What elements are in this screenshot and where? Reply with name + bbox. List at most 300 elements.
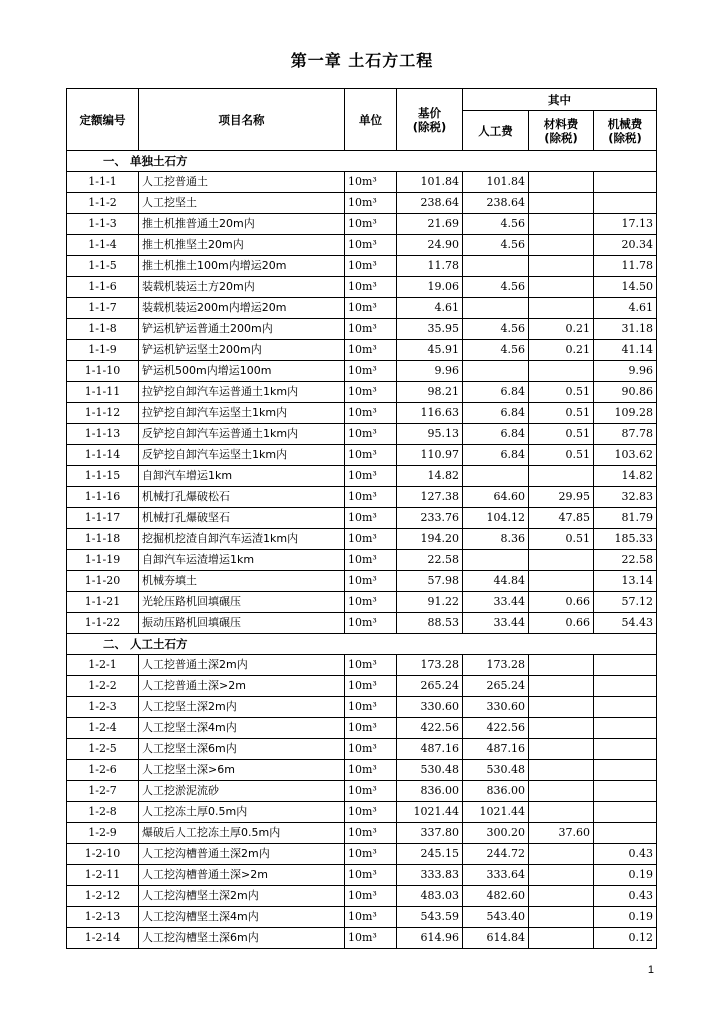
cell-unit: 10m³ <box>345 928 397 949</box>
cell-code: 1-1-19 <box>67 550 139 571</box>
cell-unit: 10m³ <box>345 466 397 487</box>
cell-name: 装载机装运土方20m内 <box>139 277 345 298</box>
cell-machine <box>594 802 657 823</box>
cell-material: 47.85 <box>529 508 594 529</box>
cell-base-price: 330.60 <box>397 697 463 718</box>
cell-base-price: 24.90 <box>397 235 463 256</box>
cell-base-price: 45.91 <box>397 340 463 361</box>
cell-material <box>529 676 594 697</box>
cell-material: 0.51 <box>529 529 594 550</box>
cell-base-price: 233.76 <box>397 508 463 529</box>
cell-base-price: 483.03 <box>397 886 463 907</box>
section-header <box>67 151 657 172</box>
cell-machine: 0.19 <box>594 907 657 928</box>
quota-table <box>66 88 657 949</box>
cell-unit: 10m³ <box>345 697 397 718</box>
cell-base-price: 614.96 <box>397 928 463 949</box>
cell-machine: 90.86 <box>594 382 657 403</box>
cell-unit: 10m³ <box>345 865 397 886</box>
table-row <box>67 592 657 613</box>
cell-code: 1-2-12 <box>67 886 139 907</box>
cell-code: 1-2-9 <box>67 823 139 844</box>
cell-unit: 10m³ <box>345 655 397 676</box>
cell-code: 1-2-11 <box>67 865 139 886</box>
cell-base-price: 487.16 <box>397 739 463 760</box>
cell-code: 1-1-6 <box>67 277 139 298</box>
table-row <box>67 907 657 928</box>
cell-code: 1-1-3 <box>67 214 139 235</box>
cell-material: 0.51 <box>529 445 594 466</box>
cell-material <box>529 907 594 928</box>
cell-labor: 238.64 <box>463 193 529 214</box>
cell-machine <box>594 676 657 697</box>
cell-base-price: 333.83 <box>397 865 463 886</box>
cell-name: 人工挖坚土深4m内 <box>139 718 345 739</box>
cell-machine: 57.12 <box>594 592 657 613</box>
cell-unit: 10m³ <box>345 193 397 214</box>
cell-name: 机械打孔爆破松石 <box>139 487 345 508</box>
cell-material <box>529 928 594 949</box>
cell-unit: 10m³ <box>345 403 397 424</box>
cell-code: 1-1-12 <box>67 403 139 424</box>
cell-labor <box>463 256 529 277</box>
table-row <box>67 697 657 718</box>
cell-base-price: 127.38 <box>397 487 463 508</box>
cell-code: 1-1-20 <box>67 571 139 592</box>
cell-material <box>529 739 594 760</box>
cell-name: 人工挖沟槽普通土深>2m <box>139 865 345 886</box>
cell-material: 0.66 <box>529 592 594 613</box>
cell-material <box>529 256 594 277</box>
cell-code: 1-1-16 <box>67 487 139 508</box>
table-row <box>67 277 657 298</box>
cell-material <box>529 550 594 571</box>
cell-labor <box>463 298 529 319</box>
cell-material <box>529 802 594 823</box>
cell-unit: 10m³ <box>345 781 397 802</box>
table-row <box>67 718 657 739</box>
cell-name: 人工挖冻土厚0.5m内 <box>139 802 345 823</box>
cell-labor: 244.72 <box>463 844 529 865</box>
cell-labor: 6.84 <box>463 403 529 424</box>
table-row <box>67 256 657 277</box>
cell-unit: 10m³ <box>345 382 397 403</box>
cell-material <box>529 193 594 214</box>
cell-code: 1-2-8 <box>67 802 139 823</box>
cell-code: 1-1-11 <box>67 382 139 403</box>
cell-labor: 543.40 <box>463 907 529 928</box>
cell-unit: 10m³ <box>345 361 397 382</box>
section-title: 一、 单独土石方 <box>67 151 657 172</box>
table-row <box>67 802 657 823</box>
cell-name: 铲运机铲运坚土200m内 <box>139 340 345 361</box>
cell-machine: 54.43 <box>594 613 657 634</box>
cell-material <box>529 760 594 781</box>
cell-code: 1-1-18 <box>67 529 139 550</box>
cell-material: 29.95 <box>529 487 594 508</box>
cell-base-price: 4.61 <box>397 298 463 319</box>
cell-unit: 10m³ <box>345 235 397 256</box>
cell-labor: 4.56 <box>463 277 529 298</box>
cell-name: 拉铲挖自卸汽车运普通土1km内 <box>139 382 345 403</box>
cell-machine: 20.34 <box>594 235 657 256</box>
cell-name: 人工挖普通土 <box>139 172 345 193</box>
cell-material <box>529 235 594 256</box>
table-row <box>67 403 657 424</box>
cell-material <box>529 718 594 739</box>
table-row <box>67 361 657 382</box>
cell-machine <box>594 655 657 676</box>
cell-labor: 33.44 <box>463 613 529 634</box>
table-row <box>67 655 657 676</box>
cell-base-price: 88.53 <box>397 613 463 634</box>
cell-name: 人工挖沟槽坚土深4m内 <box>139 907 345 928</box>
cell-material <box>529 865 594 886</box>
cell-name: 拉铲挖自卸汽车运坚土1km内 <box>139 403 345 424</box>
cell-code: 1-2-5 <box>67 739 139 760</box>
page-title: 第一章 土石方工程 <box>290 51 434 70</box>
cell-name: 振动压路机回填碾压 <box>139 613 345 634</box>
table-row <box>67 865 657 886</box>
cell-base-price: 98.21 <box>397 382 463 403</box>
cell-base-price: 101.84 <box>397 172 463 193</box>
cell-unit: 10m³ <box>345 529 397 550</box>
cell-machine: 87.78 <box>594 424 657 445</box>
cell-unit: 10m³ <box>345 298 397 319</box>
cell-unit: 10m³ <box>345 277 397 298</box>
cell-base-price: 194.20 <box>397 529 463 550</box>
table-row <box>67 424 657 445</box>
cell-name: 人工挖坚土 <box>139 193 345 214</box>
cell-material <box>529 298 594 319</box>
cell-code: 1-2-2 <box>67 676 139 697</box>
cell-name: 装载机装运200m内增运20m <box>139 298 345 319</box>
cell-base-price: 265.24 <box>397 676 463 697</box>
cell-base-price: 21.69 <box>397 214 463 235</box>
cell-unit: 10m³ <box>345 886 397 907</box>
cell-code: 1-2-6 <box>67 760 139 781</box>
cell-labor: 836.00 <box>463 781 529 802</box>
cell-unit: 10m³ <box>345 340 397 361</box>
cell-machine: 14.82 <box>594 466 657 487</box>
cell-name: 推土机推坚土20m内 <box>139 235 345 256</box>
cell-base-price: 35.95 <box>397 319 463 340</box>
cell-code: 1-2-4 <box>67 718 139 739</box>
table-row <box>67 760 657 781</box>
cell-labor: 487.16 <box>463 739 529 760</box>
cell-unit: 10m³ <box>345 214 397 235</box>
cell-name: 人工挖坚土深2m内 <box>139 697 345 718</box>
cell-code: 1-2-10 <box>67 844 139 865</box>
table-row <box>67 550 657 571</box>
cell-name: 挖掘机挖渣自卸汽车运渣1km内 <box>139 529 345 550</box>
cell-labor: 300.20 <box>463 823 529 844</box>
cell-base-price: 11.78 <box>397 256 463 277</box>
cell-material: 0.51 <box>529 403 594 424</box>
cell-labor: 614.84 <box>463 928 529 949</box>
header-base-price: 基价 (除税) <box>397 89 463 151</box>
cell-material: 0.51 <box>529 382 594 403</box>
header-material: 材料费 (除税) <box>529 111 594 151</box>
cell-name: 铲运机铲运普通土200m内 <box>139 319 345 340</box>
cell-material <box>529 886 594 907</box>
cell-machine: 0.12 <box>594 928 657 949</box>
cell-name: 反铲挖自卸汽车运普通土1km内 <box>139 424 345 445</box>
cell-machine: 13.14 <box>594 571 657 592</box>
table-body <box>67 151 657 949</box>
cell-base-price: 14.82 <box>397 466 463 487</box>
header-among: 其中 <box>463 89 657 111</box>
cell-labor: 104.12 <box>463 508 529 529</box>
cell-machine <box>594 823 657 844</box>
cell-machine: 11.78 <box>594 256 657 277</box>
cell-machine: 109.28 <box>594 403 657 424</box>
cell-machine: 31.18 <box>594 319 657 340</box>
cell-labor <box>463 550 529 571</box>
cell-material <box>529 466 594 487</box>
cell-code: 1-1-21 <box>67 592 139 613</box>
cell-code: 1-2-7 <box>67 781 139 802</box>
cell-unit: 10m³ <box>345 760 397 781</box>
cell-machine: 81.79 <box>594 508 657 529</box>
cell-material <box>529 697 594 718</box>
cell-code: 1-1-1 <box>67 172 139 193</box>
cell-unit: 10m³ <box>345 844 397 865</box>
table-row <box>67 235 657 256</box>
cell-base-price: 95.13 <box>397 424 463 445</box>
table-row <box>67 193 657 214</box>
cell-unit: 10m³ <box>345 802 397 823</box>
cell-machine <box>594 697 657 718</box>
cell-machine: 185.33 <box>594 529 657 550</box>
cell-labor: 6.84 <box>463 382 529 403</box>
cell-code: 1-1-5 <box>67 256 139 277</box>
cell-name: 人工挖沟槽坚土深2m内 <box>139 886 345 907</box>
cell-machine <box>594 718 657 739</box>
table-row <box>67 319 657 340</box>
section-title: 二、 人工土石方 <box>67 634 657 655</box>
cell-base-price: 57.98 <box>397 571 463 592</box>
cell-labor: 8.36 <box>463 529 529 550</box>
cell-material <box>529 844 594 865</box>
cell-labor: 4.56 <box>463 319 529 340</box>
cell-base-price: 9.96 <box>397 361 463 382</box>
cell-machine <box>594 172 657 193</box>
cell-labor: 173.28 <box>463 655 529 676</box>
table-row <box>67 928 657 949</box>
cell-labor: 422.56 <box>463 718 529 739</box>
cell-code: 1-1-14 <box>67 445 139 466</box>
cell-base-price: 91.22 <box>397 592 463 613</box>
cell-name: 铲运机500m内增运100m <box>139 361 345 382</box>
cell-base-price: 22.58 <box>397 550 463 571</box>
cell-name: 人工挖普通土深>2m <box>139 676 345 697</box>
cell-unit: 10m³ <box>345 487 397 508</box>
cell-name: 人工挖淤泥流砂 <box>139 781 345 802</box>
table-row <box>67 739 657 760</box>
table-row <box>67 781 657 802</box>
cell-material <box>529 361 594 382</box>
cell-material: 0.66 <box>529 613 594 634</box>
cell-code: 1-2-1 <box>67 655 139 676</box>
table-row <box>67 298 657 319</box>
cell-unit: 10m³ <box>345 424 397 445</box>
table-row <box>67 172 657 193</box>
cell-machine: 0.19 <box>594 865 657 886</box>
table-row <box>67 445 657 466</box>
cell-material: 0.21 <box>529 319 594 340</box>
cell-labor: 482.60 <box>463 886 529 907</box>
cell-machine: 0.43 <box>594 844 657 865</box>
cell-base-price: 173.28 <box>397 655 463 676</box>
cell-unit: 10m³ <box>345 907 397 928</box>
cell-code: 1-1-4 <box>67 235 139 256</box>
cell-machine <box>594 739 657 760</box>
cell-name: 人工挖沟槽坚土深6m内 <box>139 928 345 949</box>
cell-code: 1-1-9 <box>67 340 139 361</box>
table-row <box>67 571 657 592</box>
table-row <box>67 214 657 235</box>
cell-code: 1-1-13 <box>67 424 139 445</box>
table-row <box>67 340 657 361</box>
section-header <box>67 634 657 655</box>
table-row <box>67 844 657 865</box>
cell-name: 光轮压路机回填碾压 <box>139 592 345 613</box>
cell-base-price: 238.64 <box>397 193 463 214</box>
table-row <box>67 466 657 487</box>
table-row <box>67 508 657 529</box>
cell-labor: 1021.44 <box>463 802 529 823</box>
cell-unit: 10m³ <box>345 550 397 571</box>
cell-labor: 4.56 <box>463 235 529 256</box>
cell-name: 人工挖坚土深>6m <box>139 760 345 781</box>
table-row <box>67 613 657 634</box>
cell-labor: 530.48 <box>463 760 529 781</box>
header-code: 定额编号 <box>67 89 139 151</box>
cell-machine <box>594 781 657 802</box>
cell-labor: 6.84 <box>463 445 529 466</box>
cell-name: 人工挖普通土深2m内 <box>139 655 345 676</box>
cell-material <box>529 214 594 235</box>
cell-machine: 14.50 <box>594 277 657 298</box>
cell-labor: 64.60 <box>463 487 529 508</box>
cell-machine: 22.58 <box>594 550 657 571</box>
cell-machine: 41.14 <box>594 340 657 361</box>
cell-name: 自卸汽车增运1km <box>139 466 345 487</box>
cell-code: 1-2-3 <box>67 697 139 718</box>
table-row <box>67 487 657 508</box>
header-unit: 单位 <box>345 89 397 151</box>
cell-base-price: 116.63 <box>397 403 463 424</box>
cell-unit: 10m³ <box>345 613 397 634</box>
cell-code: 1-1-2 <box>67 193 139 214</box>
cell-machine <box>594 193 657 214</box>
cell-base-price: 337.80 <box>397 823 463 844</box>
cell-code: 1-1-17 <box>67 508 139 529</box>
cell-labor: 44.84 <box>463 571 529 592</box>
cell-unit: 10m³ <box>345 571 397 592</box>
header-labor: 人工费 <box>463 111 529 151</box>
cell-base-price: 530.48 <box>397 760 463 781</box>
cell-unit: 10m³ <box>345 739 397 760</box>
header-name: 项目名称 <box>139 89 345 151</box>
cell-name: 机械夯填土 <box>139 571 345 592</box>
cell-name: 爆破后人工挖冻土厚0.5m内 <box>139 823 345 844</box>
cell-unit: 10m³ <box>345 256 397 277</box>
cell-unit: 10m³ <box>345 718 397 739</box>
cell-labor: 4.56 <box>463 340 529 361</box>
cell-machine: 9.96 <box>594 361 657 382</box>
cell-name: 人工挖沟槽普通土深2m内 <box>139 844 345 865</box>
header-machine: 机械费 (除税) <box>594 111 657 151</box>
table-row <box>67 886 657 907</box>
cell-code: 1-1-7 <box>67 298 139 319</box>
cell-machine: 32.83 <box>594 487 657 508</box>
cell-labor <box>463 466 529 487</box>
cell-unit: 10m³ <box>345 823 397 844</box>
cell-base-price: 1021.44 <box>397 802 463 823</box>
table-row <box>67 529 657 550</box>
page-number: 1 <box>647 964 654 976</box>
cell-name: 推土机推土100m内增运20m <box>139 256 345 277</box>
table-row <box>67 382 657 403</box>
cell-unit: 10m³ <box>345 592 397 613</box>
cell-material: 37.60 <box>529 823 594 844</box>
cell-code: 1-1-15 <box>67 466 139 487</box>
cell-unit: 10m³ <box>345 676 397 697</box>
cell-name: 人工挖坚土深6m内 <box>139 739 345 760</box>
cell-labor: 333.64 <box>463 865 529 886</box>
cell-code: 1-2-14 <box>67 928 139 949</box>
cell-machine <box>594 760 657 781</box>
cell-name: 推土机推普通土20m内 <box>139 214 345 235</box>
cell-code: 1-1-8 <box>67 319 139 340</box>
cell-machine: 17.13 <box>594 214 657 235</box>
cell-base-price: 422.56 <box>397 718 463 739</box>
cell-code: 1-1-22 <box>67 613 139 634</box>
cell-machine: 4.61 <box>594 298 657 319</box>
cell-machine: 103.62 <box>594 445 657 466</box>
cell-code: 1-2-13 <box>67 907 139 928</box>
cell-unit: 10m³ <box>345 445 397 466</box>
cell-labor: 265.24 <box>463 676 529 697</box>
cell-base-price: 543.59 <box>397 907 463 928</box>
cell-labor: 33.44 <box>463 592 529 613</box>
cell-material: 0.21 <box>529 340 594 361</box>
cell-material: 0.51 <box>529 424 594 445</box>
table-row <box>67 823 657 844</box>
cell-base-price: 836.00 <box>397 781 463 802</box>
cell-material <box>529 277 594 298</box>
cell-material <box>529 172 594 193</box>
cell-name: 反铲挖自卸汽车运坚土1km内 <box>139 445 345 466</box>
cell-code: 1-1-10 <box>67 361 139 382</box>
cell-unit: 10m³ <box>345 172 397 193</box>
cell-base-price: 245.15 <box>397 844 463 865</box>
cell-labor: 6.84 <box>463 424 529 445</box>
cell-labor <box>463 361 529 382</box>
cell-labor: 101.84 <box>463 172 529 193</box>
cell-material <box>529 571 594 592</box>
cell-name: 机械打孔爆破坚石 <box>139 508 345 529</box>
cell-labor: 4.56 <box>463 214 529 235</box>
cell-base-price: 19.06 <box>397 277 463 298</box>
cell-unit: 10m³ <box>345 508 397 529</box>
cell-material <box>529 781 594 802</box>
cell-unit: 10m³ <box>345 319 397 340</box>
cell-machine: 0.43 <box>594 886 657 907</box>
cell-labor: 330.60 <box>463 697 529 718</box>
